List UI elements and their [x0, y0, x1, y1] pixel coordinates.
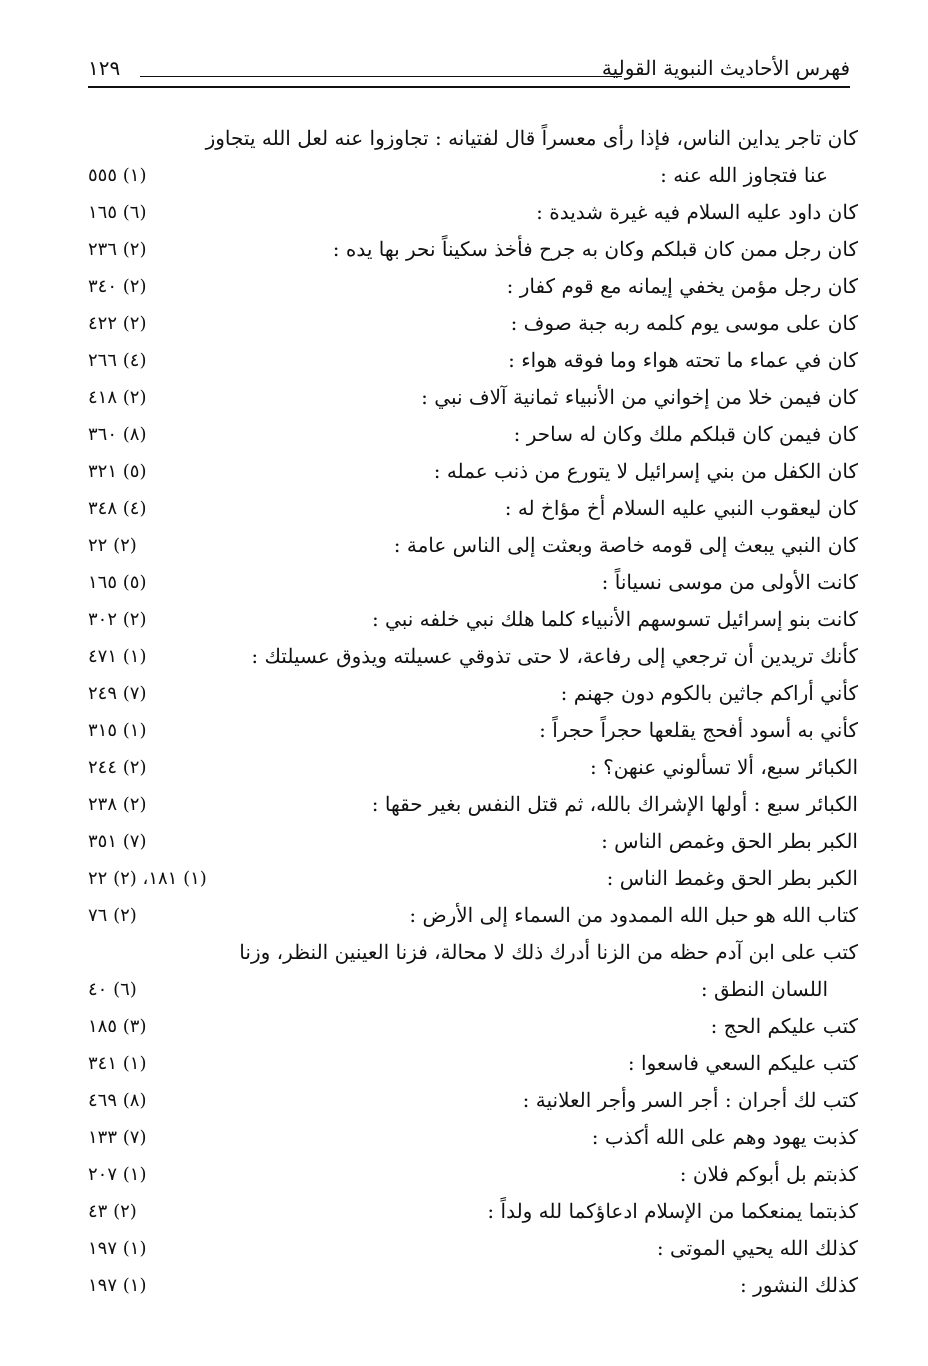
entry-text: كان رجل مؤمن يخفي إيمانه مع قوم كفار :: [506, 274, 858, 298]
index-entry: [88, 1119, 858, 1156]
entry-reference: (١) ١٩٧: [88, 1275, 147, 1296]
entry-text: كان على موسى يوم كلمه ربه جبة صوف :: [510, 311, 858, 335]
entry-reference: (٤) ٢٦٦: [88, 350, 147, 371]
entry-text: كان رجل ممن كان قبلكم وكان به جرح فأخذ سكيناً نحر بها يده :: [332, 237, 858, 261]
entry-text: كانت بنو إسرائيل تسوسهم الأنبياء كلما هلك نبي خلفه نبي :: [371, 607, 858, 631]
entry-reference: (١) ٤٧١: [88, 646, 147, 667]
entry-reference: (٤) ٣٤٨: [88, 498, 147, 519]
hadith-index-list: [88, 120, 858, 1304]
entry-text: كذبتما يمنعكما من الإسلام ادعاؤكما لله ولداً :: [487, 1199, 858, 1223]
entry-text: كتب عليكم السعي فاسعوا :: [627, 1051, 858, 1075]
index-entry: [88, 453, 858, 490]
entry-text: الكبر بطر الحق وغمص الناس :: [601, 829, 858, 853]
index-entry: [88, 1230, 858, 1267]
entry-text: كان فيمن كان قبلكم ملك وكان له ساحر :: [513, 422, 858, 446]
entry-text: كتب عليكم الحج :: [710, 1014, 858, 1038]
index-entry: [88, 1082, 858, 1119]
entry-text: كان النبي يبعث إلى قومه خاصة وبعثت إلى الناس عامة :: [393, 533, 858, 557]
entry-reference: (٢) ٢٤٤: [88, 757, 147, 778]
index-entry: [88, 231, 858, 268]
entry-text: كأني أراكم جاثين بالكوم دون جهنم :: [560, 681, 858, 705]
entry-text: الكبائر سبع، ألا تسألوني عنهن؟ :: [590, 755, 858, 779]
entry-text: اللسان النطق :: [700, 977, 828, 1001]
entry-reference: (٨) ٣٦٠: [88, 424, 147, 445]
entry-reference: (٢) ٤٣: [88, 1201, 137, 1222]
entry-text: كان ليعقوب النبي عليه السلام أخ مؤاخ له :: [504, 496, 858, 520]
index-entry: [88, 786, 858, 823]
entry-text: كأني به أسود أفحج يقلعها حجراً حجراً :: [539, 718, 858, 742]
entry-reference: (٧) ٢٤٩: [88, 683, 147, 704]
index-entry: [88, 638, 858, 675]
entry-text: كان الكفل من بني إسرائيل لا يتورع من ذنب عمله :: [433, 459, 858, 483]
index-entry: [88, 120, 858, 194]
entry-text: الكبائر سبع : أولها الإشراك بالله، ثم قتل النفس بغير حقها :: [371, 792, 858, 816]
entry-reference: (٦) ٤٠: [88, 979, 137, 1000]
entry-reference: (٢) ٣٠٢: [88, 609, 147, 630]
entry-text: عنا فتجاوز الله عنه :: [660, 163, 828, 187]
index-entry: [88, 379, 858, 416]
entry-reference: (٢) ٤٢٢: [88, 313, 147, 334]
entry-text: الكبر بطر الحق وغمط الناس :: [606, 866, 858, 890]
index-entry: [88, 934, 858, 1008]
index-entry: [88, 305, 858, 342]
entry-reference: (٢) ٢٣٦: [88, 239, 147, 260]
entry-text: كتب على ابن آدم حظه من الزنا أدرك ذلك لا محالة، فزنا العينين النظر، وزنا: [239, 940, 858, 964]
entry-reference: (١) ٣٤١: [88, 1053, 147, 1074]
page-header: [88, 52, 850, 94]
entry-reference: (٨) ٤٦٩: [88, 1090, 147, 1111]
index-entry: [88, 268, 858, 305]
index-entry: [88, 490, 858, 527]
index-entry: [88, 897, 858, 934]
index-entry: [88, 1008, 858, 1045]
index-entry: [88, 601, 858, 638]
entry-reference: (٧) ٣٥١: [88, 831, 147, 852]
index-entry: [88, 1193, 858, 1230]
index-entry: [88, 416, 858, 453]
entry-reference: (٢) ٤١٨: [88, 387, 147, 408]
entry-text: كتاب الله هو حبل الله الممدود من السماء إلى الأرض :: [409, 903, 858, 927]
entry-text: كتب لك أجران : أجر السر وأجر العلانية :: [522, 1088, 858, 1112]
entry-text: كان داود عليه السلام فيه غيرة شديدة :: [536, 200, 858, 224]
entry-text: كأنك تريدين أن ترجعي إلى رفاعة، لا حتى تذوقي عسيلته ويذوق عسيلتك :: [251, 644, 858, 668]
page-number: ١٢٩: [88, 56, 121, 80]
index-entry: [88, 749, 858, 786]
header-divider: [88, 86, 850, 88]
index-entry: [88, 1045, 858, 1082]
index-entry: [88, 1156, 858, 1193]
index-entry: [88, 823, 858, 860]
entry-reference: (١) ١٨١، (٢) ٢٢: [88, 868, 207, 889]
entry-text: كان تاجر يداين الناس، فإذا رأى معسراً قال لفتيانه : تجاوزوا عنه لعل الله يتجاوز: [205, 126, 858, 150]
entry-text: كذلك النشور :: [740, 1273, 858, 1297]
entry-reference: (٧) ١٣٣: [88, 1127, 147, 1148]
entry-reference: (٥) ١٦٥: [88, 572, 147, 593]
index-entry: [88, 860, 858, 897]
entry-reference: (٢) ٢٣٨: [88, 794, 147, 815]
index-entry: [88, 527, 858, 564]
entry-reference: (٢) ٢٢: [88, 535, 137, 556]
entry-text: كان في عماء ما تحته هواء وما فوقه هواء :: [508, 348, 858, 372]
index-entry: [88, 712, 858, 749]
entry-text: كذبتم بل أبوكم فلان :: [679, 1162, 858, 1186]
index-entry: [88, 194, 858, 231]
index-entry: [88, 564, 858, 601]
index-entry: [88, 342, 858, 379]
entry-reference: (١) ٢٠٧: [88, 1164, 147, 1185]
index-entry: [88, 675, 858, 712]
header-rule: [140, 76, 622, 77]
entry-reference: (١) ٣١٥: [88, 720, 147, 741]
entry-reference: (٥) ٣٢١: [88, 461, 147, 482]
entry-reference: (٢) ٧٦: [88, 905, 137, 926]
entry-text: كذلك الله يحيي الموتى :: [656, 1236, 858, 1260]
header-title: فهرس الأحاديث النبوية القولية: [601, 56, 850, 80]
entry-reference: (٦) ١٦٥: [88, 202, 147, 223]
index-entry: [88, 1267, 858, 1304]
entry-reference: (١) ٥٥٥: [88, 165, 147, 186]
entry-reference: (٣) ١٨٥: [88, 1016, 147, 1037]
entry-text: كان فيمن خلا من إخواني من الأنبياء ثمانية آلاف نبي :: [421, 385, 858, 409]
entry-reference: (١) ١٩٧: [88, 1238, 147, 1259]
entry-text: كذبت يهود وهم على الله أكذب :: [591, 1125, 858, 1149]
entry-reference: (٢) ٣٤٠: [88, 276, 147, 297]
entry-text: كانت الأولى من موسى نسياناً :: [601, 570, 858, 594]
